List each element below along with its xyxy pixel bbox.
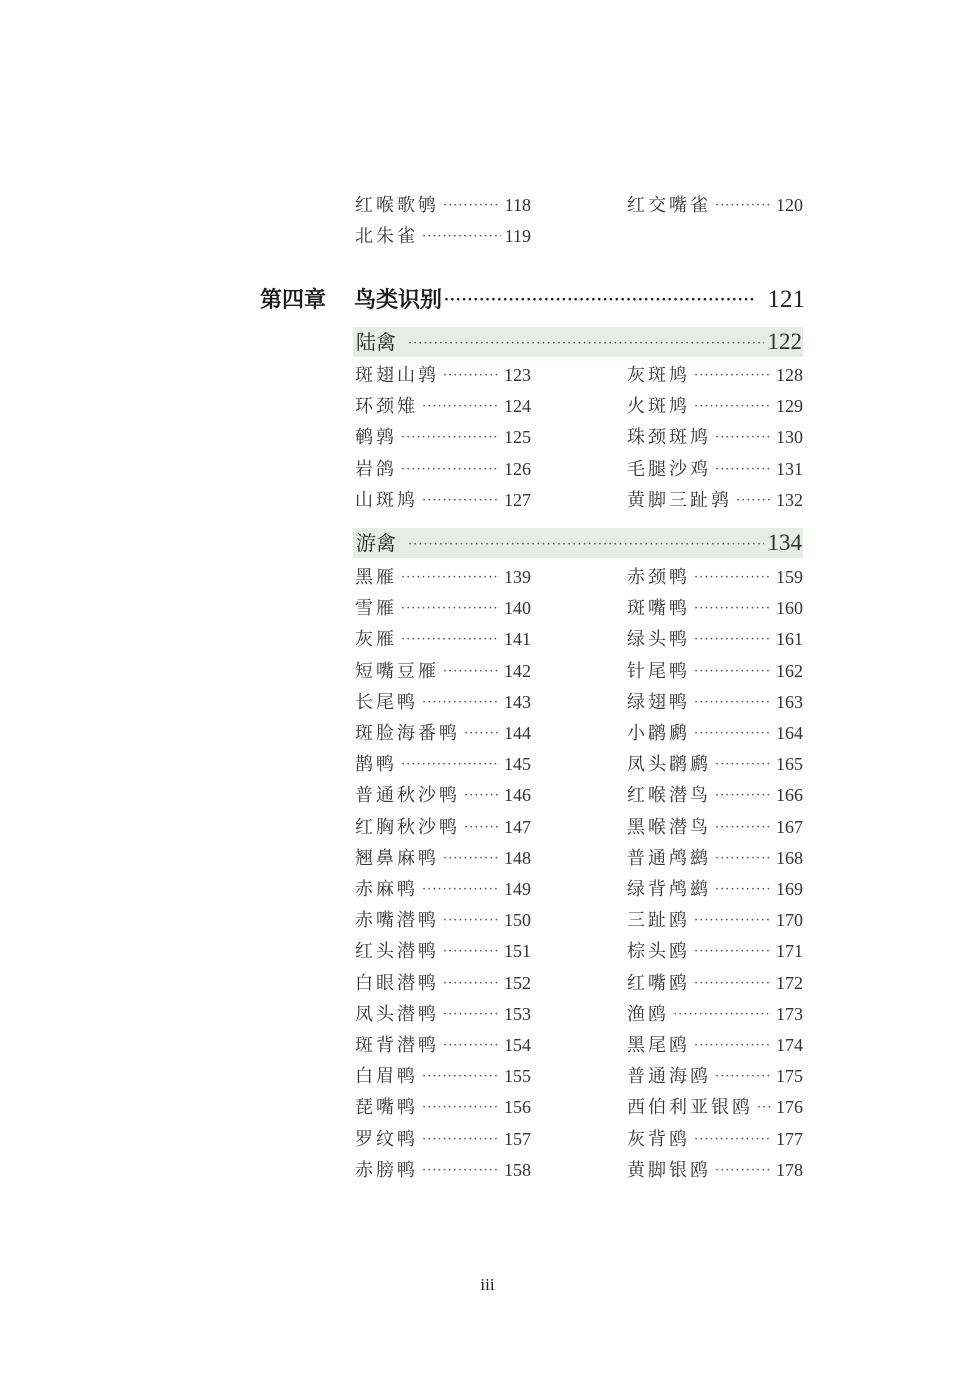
toc-entry[interactable] [355,1094,531,1120]
chapter-heading[interactable] [260,283,805,315]
entry-title: 火斑鸠 [627,396,690,418]
toc-entry[interactable] [355,595,531,621]
toc-entry[interactable] [355,970,531,996]
leader-dots [464,815,500,841]
entry-title: 渔鸥 [627,1003,669,1025]
entry-page: 177 [776,1128,803,1149]
leader-dots [422,690,500,716]
toc-entry[interactable] [627,814,803,840]
toc-entry[interactable] [627,1063,803,1089]
leader-dots [694,721,772,747]
entry-title: 灰雁 [355,629,397,651]
leader-dots [694,971,772,997]
entry-page: 141 [504,629,531,650]
toc-entry[interactable] [355,876,531,902]
entry-page: 173 [776,1003,803,1024]
toc-entry[interactable] [627,876,803,902]
leader-dots [757,1095,772,1121]
toc-entry[interactable] [355,689,531,715]
toc-entry[interactable] [355,782,531,808]
toc-entry[interactable] [627,424,803,450]
leader-dots [443,908,500,934]
entry-page: 140 [504,598,531,619]
entry-title: 普通鸬鹚 [627,847,711,869]
entry-page: 159 [776,567,803,587]
toc-entry[interactable] [355,1001,531,1027]
section-title: 游禽 [356,531,396,555]
toc-entry[interactable] [627,595,803,621]
entry-page: 151 [504,941,531,962]
leader-dots [443,193,501,219]
leader-dots [694,908,772,934]
leader-dots [715,1158,772,1184]
entry-title: 赤麻鸭 [355,879,418,900]
entry-title: 三趾鸥 [627,910,690,932]
chapter-title: 鸟类识别 [354,287,443,313]
leader-dots [422,488,500,514]
entry-title: 红喉歌鸲 [355,195,439,216]
leader-dots [715,846,772,872]
leader-dots [715,193,772,219]
leader-dots [401,627,500,653]
toc-entry[interactable] [355,720,531,746]
leader-dots [401,425,500,451]
entry-title: 绿翅鸭 [627,691,690,713]
leader-dots [715,783,772,809]
toc-entry[interactable] [355,192,531,218]
leader-dots [694,659,772,685]
entry-title: 红头潜鸭 [355,941,439,963]
entry-page: 172 [776,972,803,993]
entry-page: 164 [776,723,803,743]
entry-page: 142 [504,660,531,681]
leader-dots [443,846,500,872]
leader-dots [736,488,772,514]
toc-entry[interactable] [627,1032,803,1058]
entry-title: 斑脸海番鸭 [355,723,460,744]
leader-dots [422,1158,500,1184]
leader-dots [673,1002,772,1028]
leader-dots [694,565,772,591]
entry-page: 156 [504,1097,531,1118]
toc-entry[interactable] [355,658,531,684]
entry-title: 红嘴鸥 [627,972,690,994]
entry-page: 128 [776,365,803,385]
toc-entry[interactable] [355,938,531,964]
entry-page: 157 [504,1128,531,1149]
entry-title: 普通秋沙鸭 [355,785,460,807]
entry-title: 黄脚银鸥 [627,1159,711,1181]
leader-dots [715,877,772,903]
toc-entry[interactable] [355,456,531,482]
leader-dots [422,224,501,250]
entry-title: 环颈雉 [355,396,418,418]
leader-dots [694,939,772,965]
leader-dots [694,596,772,622]
leader-dots [464,721,500,747]
section-title: 陆禽 [356,330,396,354]
entry-page: 145 [504,754,531,775]
entry-title: 红喉潜鸟 [627,785,711,807]
leader-dots [443,659,500,685]
toc-entry[interactable] [355,424,531,450]
entry-page: 167 [776,816,803,837]
leader-dots [443,363,500,389]
entry-page: 143 [504,691,531,712]
leader-dots [443,939,500,965]
leader-dots [715,457,772,483]
entry-page: 139 [504,567,531,587]
entry-page: 154 [504,1035,531,1055]
entry-title: 灰斑鸠 [627,365,690,386]
entry-page: 118 [504,195,531,215]
entry-page: 148 [504,847,531,868]
entry-page: 160 [776,598,803,619]
entry-title: 鹌鹑 [355,427,397,449]
entry-title: 凤头潜鸭 [355,1003,439,1025]
entry-title: 珠颈斑鸠 [627,427,711,449]
entry-title: 黑尾鸥 [627,1035,690,1056]
entry-title: 赤颈鸭 [627,567,690,588]
leader-dots [715,1064,772,1090]
toc-entry[interactable] [627,689,803,715]
entry-title: 山斑鸠 [355,489,418,511]
entry-page: 129 [776,396,803,417]
toc-entry[interactable] [627,564,803,590]
entry-title: 赤膀鸭 [355,1159,418,1181]
entry-page: 165 [776,754,803,775]
toc-entry[interactable] [355,1063,531,1089]
section-heading-land-birds[interactable] [353,327,803,357]
entry-title: 琵嘴鸭 [355,1097,418,1119]
toc-entry[interactable] [627,658,803,684]
toc-entry[interactable] [627,782,803,808]
toc-entry[interactable] [355,362,531,388]
page-number: iii [480,1275,495,1294]
toc-entry[interactable] [627,1126,803,1152]
entry-title: 绿背鸬鹚 [627,879,711,900]
toc-entry[interactable] [355,1032,531,1058]
entry-page: 166 [776,785,803,806]
leader-dots [408,530,764,560]
toc-entry[interactable] [627,751,803,777]
entry-title: 针尾鸭 [627,660,690,682]
entry-page: 175 [776,1066,803,1087]
entry-page: 125 [504,427,531,448]
toc-entry[interactable] [627,938,803,964]
toc-entry[interactable] [627,393,803,419]
leader-dots [443,1002,500,1028]
leader-dots [443,971,500,997]
entry-page: 130 [776,427,803,448]
toc-entry[interactable] [627,907,803,933]
leader-dots [694,690,772,716]
toc-entry[interactable] [627,970,803,996]
entry-page: 131 [776,458,803,479]
leader-dots [401,596,500,622]
entry-title: 岩鸽 [355,458,397,480]
entry-page: 171 [776,941,803,962]
entry-title: 鹊鸭 [355,754,397,776]
toc-entry[interactable] [627,720,803,746]
chapter-page: 121 [767,286,805,313]
entry-page: 170 [776,910,803,931]
entry-page: 158 [504,1159,531,1180]
section-heading-water-birds[interactable] [353,528,803,558]
entry-title: 普通海鸥 [627,1066,711,1088]
entry-page: 161 [776,629,803,650]
entry-title: 黄脚三趾鹑 [627,489,732,511]
toc-entry[interactable] [355,393,531,419]
toc-entry[interactable] [627,1001,803,1027]
entry-page: 149 [504,879,531,899]
toc-entry[interactable] [627,1157,803,1183]
entry-title: 翘鼻麻鸭 [355,847,439,869]
entry-title: 红胸秋沙鸭 [355,816,460,838]
entry-title: 小䴙䴘 [627,723,690,744]
leader-dots [443,1033,500,1059]
entry-page: 163 [776,691,803,712]
entry-page: 150 [504,910,531,931]
toc-entry[interactable] [627,456,803,482]
entry-title: 白眼潜鸭 [355,972,439,994]
toc-entry[interactable] [627,362,803,388]
leader-dots [422,877,500,903]
leader-dots [694,1127,772,1153]
entry-page: 169 [776,879,803,899]
entry-page: 174 [776,1035,803,1055]
toc-entry[interactable] [355,814,531,840]
entry-title: 斑背潜鸭 [355,1035,439,1056]
entry-title: 斑嘴鸭 [627,598,690,620]
entry-title: 西伯利亚银鸥 [627,1097,753,1119]
toc-entry[interactable] [355,751,531,777]
toc-entry[interactable] [355,487,531,513]
toc-entry[interactable] [627,1094,803,1120]
leader-dots [422,1095,500,1121]
entry-title: 北朱雀 [355,226,418,248]
chapter-number: 第四章 [260,287,327,313]
toc-entry[interactable] [627,487,803,513]
toc-entry[interactable] [355,564,531,590]
leader-dots [422,1064,500,1090]
leader-dots [715,815,772,841]
entry-page: 127 [504,489,531,510]
entry-title: 斑翅山鹑 [355,365,439,386]
entry-page: 162 [776,660,803,681]
toc-entry[interactable] [355,845,531,871]
entry-title: 雪雁 [355,598,397,620]
entry-page: 168 [776,847,803,868]
entry-page: 153 [504,1003,531,1024]
leader-dots [401,565,500,591]
toc-entry[interactable] [355,1157,531,1183]
entry-title: 红交嘴雀 [627,195,711,216]
entry-page: 126 [504,458,531,479]
leader-dots [715,425,772,451]
leader-dots [422,394,500,420]
entry-title: 黑雁 [355,567,397,588]
leader-dots [401,752,500,778]
leader-dots [694,394,772,420]
entry-title: 棕头鸥 [627,941,690,963]
leader-dots [422,1127,500,1153]
toc-entry[interactable] [627,626,803,652]
entry-title: 凤头䴙䴘 [627,754,711,776]
entry-page: 176 [776,1097,803,1118]
toc-entry[interactable] [355,907,531,933]
leader-dots [401,457,500,483]
entry-title: 灰背鸥 [627,1128,690,1150]
entry-title: 白眉鸭 [355,1066,418,1088]
entry-title: 罗纹鸭 [355,1128,418,1150]
leader-dots [694,627,772,653]
leader-dots [694,363,772,389]
entry-page: 152 [504,972,531,993]
entry-page: 132 [776,489,803,510]
entry-title: 黑喉潜鸟 [627,816,711,838]
entry-page: 178 [776,1159,803,1180]
entry-page: 119 [504,226,531,247]
entry-title: 长尾鸭 [355,691,418,713]
toc-entry[interactable] [355,223,531,249]
entry-title: 短嘴豆雁 [355,660,439,682]
entry-title: 赤嘴潜鸭 [355,910,439,932]
entry-page: 147 [504,816,531,837]
entry-page: 123 [504,365,531,385]
leader-dots [408,329,764,359]
leader-dots [444,292,753,308]
leader-dots [464,783,500,809]
entry-page: 155 [504,1066,531,1087]
leader-dots [715,752,772,778]
section-page: 134 [767,530,802,555]
entry-page: 146 [504,785,531,806]
entry-title: 绿头鸭 [627,629,690,651]
toc-entry[interactable] [627,192,803,218]
toc-entry[interactable] [627,845,803,871]
toc-entry[interactable] [355,626,531,652]
entry-page: 120 [776,195,803,215]
toc-entry[interactable] [355,1126,531,1152]
entry-page: 144 [504,723,531,743]
entry-page: 124 [504,396,531,417]
leader-dots [694,1033,772,1059]
entry-title: 毛腿沙鸡 [627,458,711,480]
section-page: 122 [767,329,802,354]
